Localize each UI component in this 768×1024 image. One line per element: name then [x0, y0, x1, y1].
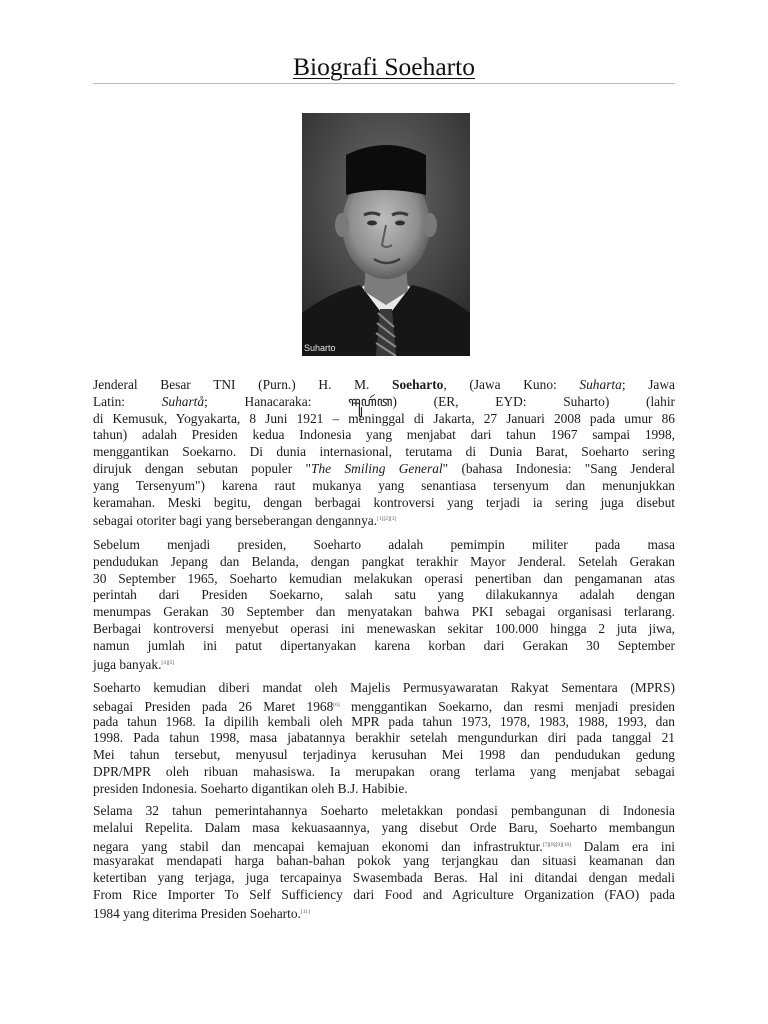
- paragraph-line: ketertiban yang terjaga, juga tercapainya Swasembada Beras. Hal ini ditandai dengan medali: [93, 870, 675, 886]
- paragraph-line: pendudukan Jepang dan Belanda, dengan pangkat terakhir Mayor Jenderal. Setelah Gerakan: [93, 553, 675, 569]
- paragraph-line: namun jumlah ini patut dipertanyakan karena korban dari Gerakan 30 September: [93, 637, 675, 653]
- paragraph-line: Jenderal Besar TNI (Purn.) H. M. Soeharto, (Jawa Kuno: Suharta; Jawa: [93, 377, 675, 392]
- paragraph-line: From Rice Importer To Self Sufficiency dari Food and Agriculture Organization (FAO) pada: [93, 886, 675, 902]
- paragraph-line: Selama 32 tahun pemerintahannya Soeharto meletakkan pondasi pembangunan di Indonesia: [93, 803, 675, 818]
- paragraph-line: masyarakat mendapati harga bahan-bahan pokok yang terjangkau dan situasi keamanan dan: [93, 853, 675, 869]
- paragraph-line: DPR/MPR oleh ribuan mahasiswa. Ia merupakan orang terlama yang menjabat sebagai: [93, 763, 675, 779]
- paragraph-line: Berbagai kontroversi menyebut operasi ini menewaskan sekitar 100.000 hingga 2 juta jiwa,: [93, 620, 675, 636]
- paragraph-line: 30 September 1965, Soeharto kemudian melakukan operasi penertiban dan pengamanan atas: [93, 570, 675, 586]
- bold-name: Soeharto: [392, 377, 444, 392]
- paragraph-line: sebagai Presiden pada 26 Maret 1968[6] menggantikan Soekarno, dan resmi menjadi presiden: [93, 698, 675, 714]
- paragraph-line: 1984 yang diterima Presiden Soeharto.[11]: [93, 905, 310, 921]
- paragraph-line: keramahan. Meski begitu, dengan berbagai kontroversi yang terjadi ia sering juga disebut: [93, 494, 675, 510]
- paragraph-3: [93, 680, 675, 798]
- footnote-reference[interactable]: [6]: [333, 701, 340, 708]
- paragraph-line: Soeharto kemudian diberi mandat oleh Majelis Permusyawaratan Rakyat Sementara (MPRS): [93, 680, 675, 695]
- paragraph-line: dirujuk dengan sebutan populer "The Smiling General" (bahasa Indonesia: "Sang Jenderal: [93, 460, 676, 476]
- paragraph-1: [93, 377, 675, 528]
- document-title: Biografi Soeharto: [293, 52, 475, 81]
- paragraph-line: pada tahun 1968. Ia dipilih kembali oleh MPR pada tahun 1973, 1978, 1983, 1988, 1993, dan: [93, 713, 675, 729]
- paragraph-line: perintah dari Presiden Soekarno, salah satu yang dilakukannya adalah dengan: [93, 587, 675, 603]
- paragraph-line: presiden Indonesia. Soeharto digantikan oleh B.J. Habibie.: [93, 780, 408, 796]
- footnote-reference[interactable]: [4][5]: [161, 659, 175, 666]
- paragraph-line: Latin: Suhartå; Hanacaraka: ꦯꦸꦲꦂꦠ) (ER, EYD: Suharto) (lahir: [93, 393, 675, 409]
- footnote-reference[interactable]: [7][8][9][10]: [542, 841, 572, 848]
- paragraph-line: menumpas Gerakan 30 September dan menyatakan bahwa PKI sebagai organisasi terlarang.: [93, 604, 675, 620]
- portrait-photo: [302, 113, 470, 356]
- title-divider: [93, 83, 675, 84]
- paragraph-line: negara yang stabil dan mencapai kemajuan ekonomi dan infrastruktur.[7][8][9][10] Dalam era ini: [93, 838, 675, 854]
- portrait-caption: Suharto: [304, 343, 336, 353]
- italic-term: Suhartå: [161, 393, 205, 409]
- paragraph-line: Sebelum menjadi presiden, Soeharto adalah pemimpin militer pada masa: [93, 537, 675, 552]
- paragraph-line: sebagai otoriter bagi yang berseberangan dengannya.[1][2][3]: [93, 513, 397, 529]
- paragraph-line: Mei tahun tersebut, menyusul terjadinya kerusuhan Mei 1998 dan pendudukan gedung: [93, 747, 675, 763]
- paragraph-line: menggantikan Soekarno. Di dunia internasional, terutama di Dunia Barat, Soeharto sering: [93, 444, 675, 460]
- portrait-illustration: [302, 113, 470, 356]
- footnote-reference[interactable]: [11]: [300, 908, 310, 915]
- paragraph-line: yang Tersenyum") karena raut mukanya yang senantiasa tersenyum dan menunjukkan: [93, 477, 675, 493]
- paragraph-line: 1998. Pada tahun 1998, masa jabatannya berakhir setelah mengundurkan diri pada tanggal 21: [93, 730, 675, 746]
- paragraph-line: di Kemusuk, Yogyakarta, 8 Juni 1921 – meninggal di Jakarta, 27 Januari 2008 pada umur 86: [93, 410, 675, 426]
- paragraph-line: juga banyak.[4][5]: [93, 656, 175, 672]
- italic-term: The Smiling General: [311, 460, 443, 476]
- paragraph-4: [93, 803, 675, 921]
- paragraph-2: [93, 537, 675, 671]
- footnote-reference[interactable]: [1][2][3]: [377, 516, 397, 523]
- paragraph-line: tahun) adalah Presiden kedua Indonesia yang menjabat dari tahun 1967 sampai 1998,: [93, 427, 675, 443]
- paragraph-line: melalui Repelita. Dalam masa kekuasaannya, yang disebut Orde Baru, Soeharto membangun: [93, 819, 675, 835]
- italic-term: Suharta: [579, 377, 622, 392]
